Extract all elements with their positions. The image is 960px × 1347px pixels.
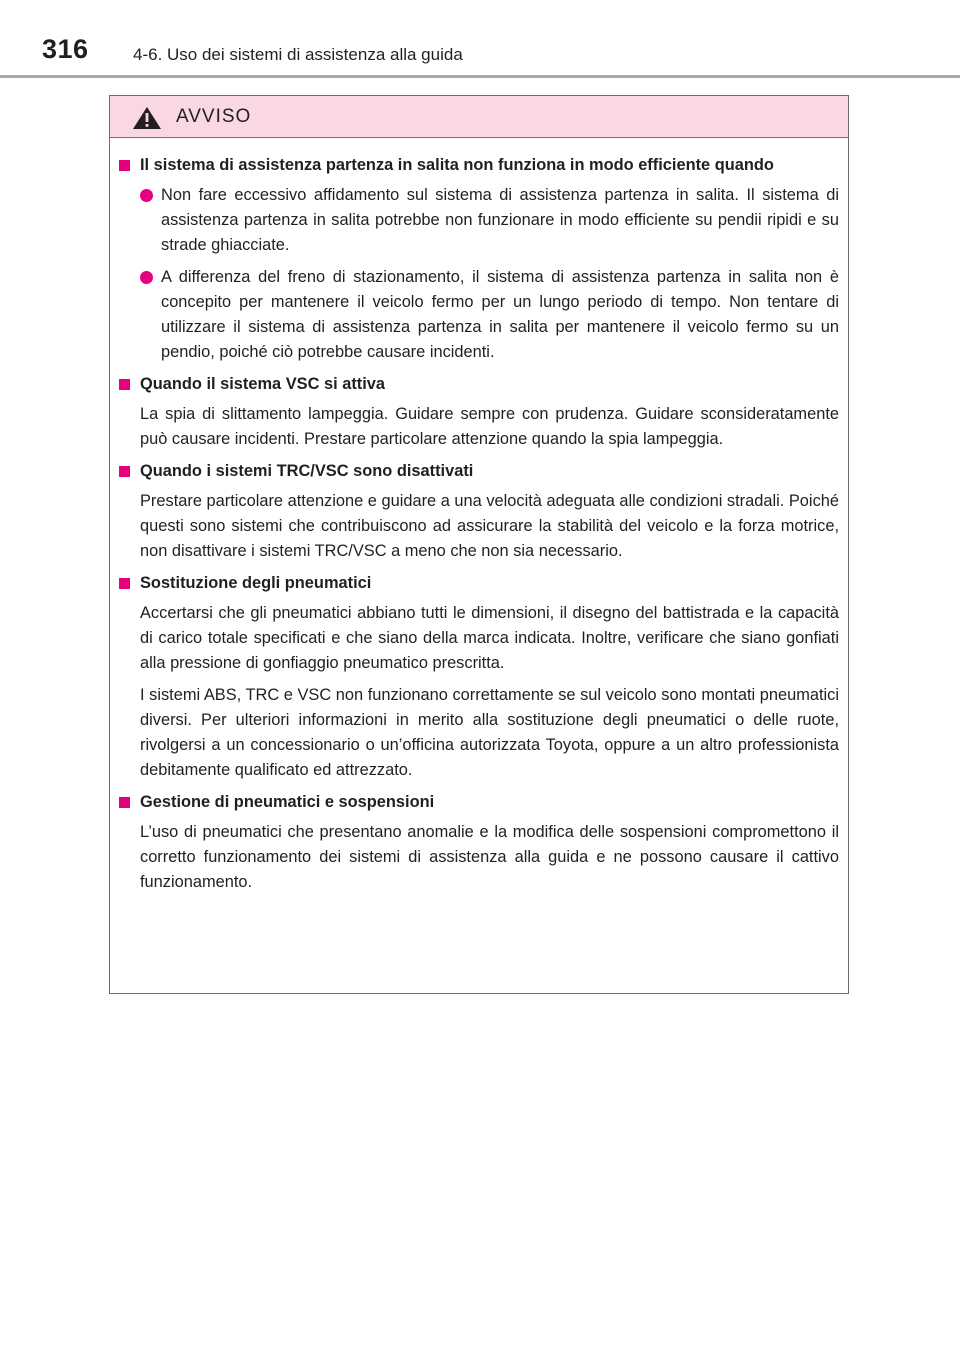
paragraph: I sistemi ABS, TRC e VSC non funzionano correttamente se sul veicolo sono montati pneumatici diversi. Per ulteriori informazioni in merito alla sostituzione degli pneumatici o delle ruote, rivolgersi a un concessionario o un’officina autorizzata Toyota, oppure a un altro professionista debitamente qualificato ed attrezzato. xyxy=(140,686,839,779)
warning-section xyxy=(119,153,839,365)
header-divider xyxy=(0,75,960,78)
warning-triangle-icon xyxy=(132,106,162,130)
paragraph: La spia di slittamento lampeggia. Guidare sempre con prudenza. Guidare sconsideratamente può causare incidenti. Prestare particolare attenzione quando la spia lampeggia. xyxy=(140,405,839,448)
warning-section xyxy=(119,790,839,895)
section-heading: Quando il sistema VSC si attiva xyxy=(140,375,386,393)
paragraph: Accertarsi che gli pneumatici abbiano tutti le dimensioni, il disegno del battistrada e la capacità di carico totale specificati e che siano della marca indicata. Inoltre, verificare che siano gonfiati alla pressione di gonfiaggio pneumatico prescritta. xyxy=(140,604,839,672)
circle-bullet-icon xyxy=(140,271,153,284)
paragraph: Prestare particolare attenzione e guidare a una velocità adeguata alle condizioni stradali. Poiché questi sono sistemi che contribuiscono ad assicurare la stabilità del veicolo e la forza motrice, non disattivare i sistemi TRC/VSC a meno che non sia necessario. xyxy=(140,492,839,560)
bullet-text: A differenza del freno di stazionamento, il sistema di assistenza partenza in salita non è concepito per mantenere il veicolo fermo per un lungo periodo di tempo. Non tentare di utilizzare il sistema di assistenza partenza in salita per mantenere il veicolo fermo su un pendio, poiché ciò potrebbe causare incidenti. xyxy=(161,268,839,361)
square-bullet-icon xyxy=(119,578,130,589)
list-item xyxy=(140,183,839,258)
warning-label: AVVISO xyxy=(176,106,252,127)
warning-section xyxy=(119,571,839,783)
square-bullet-icon xyxy=(119,466,130,477)
square-bullet-icon xyxy=(119,797,130,808)
bullet-text: Non fare eccessivo affidamento sul sistema di assistenza partenza in salita. Il sistema di assistenza partenza in salita potrebbe non funzionare in modo efficiente su pendii ripidi e su strade ghiacciate. xyxy=(161,186,839,254)
warning-section xyxy=(119,372,839,452)
warning-body xyxy=(110,138,848,895)
square-bullet-icon xyxy=(119,379,130,390)
circle-bullet-icon xyxy=(140,189,153,202)
section-heading: Il sistema di assistenza partenza in salita non funziona in modo efficiente quando xyxy=(140,156,774,174)
page-header xyxy=(0,0,960,80)
list-item xyxy=(140,265,839,365)
section-heading: Quando i sistemi TRC/VSC sono disattivati xyxy=(140,462,474,480)
square-bullet-icon xyxy=(119,160,130,171)
warning-box xyxy=(109,95,849,994)
section-heading: Sostituzione degli pneumatici xyxy=(140,574,372,592)
section-heading: Gestione di pneumatici e sospensioni xyxy=(140,793,435,811)
paragraph: L’uso di pneumatici che presentano anomalie e la modifica delle sospensioni compromettono il corretto funzionamento dei sistemi di assistenza alla guida e ne possono causare il cattivo funzionamento. xyxy=(140,823,839,891)
warning-section xyxy=(119,459,839,564)
page-number: 316 xyxy=(42,34,89,64)
warning-header xyxy=(110,96,848,138)
section-title: 4-6. Uso dei sistemi di assistenza alla guida xyxy=(133,45,463,64)
